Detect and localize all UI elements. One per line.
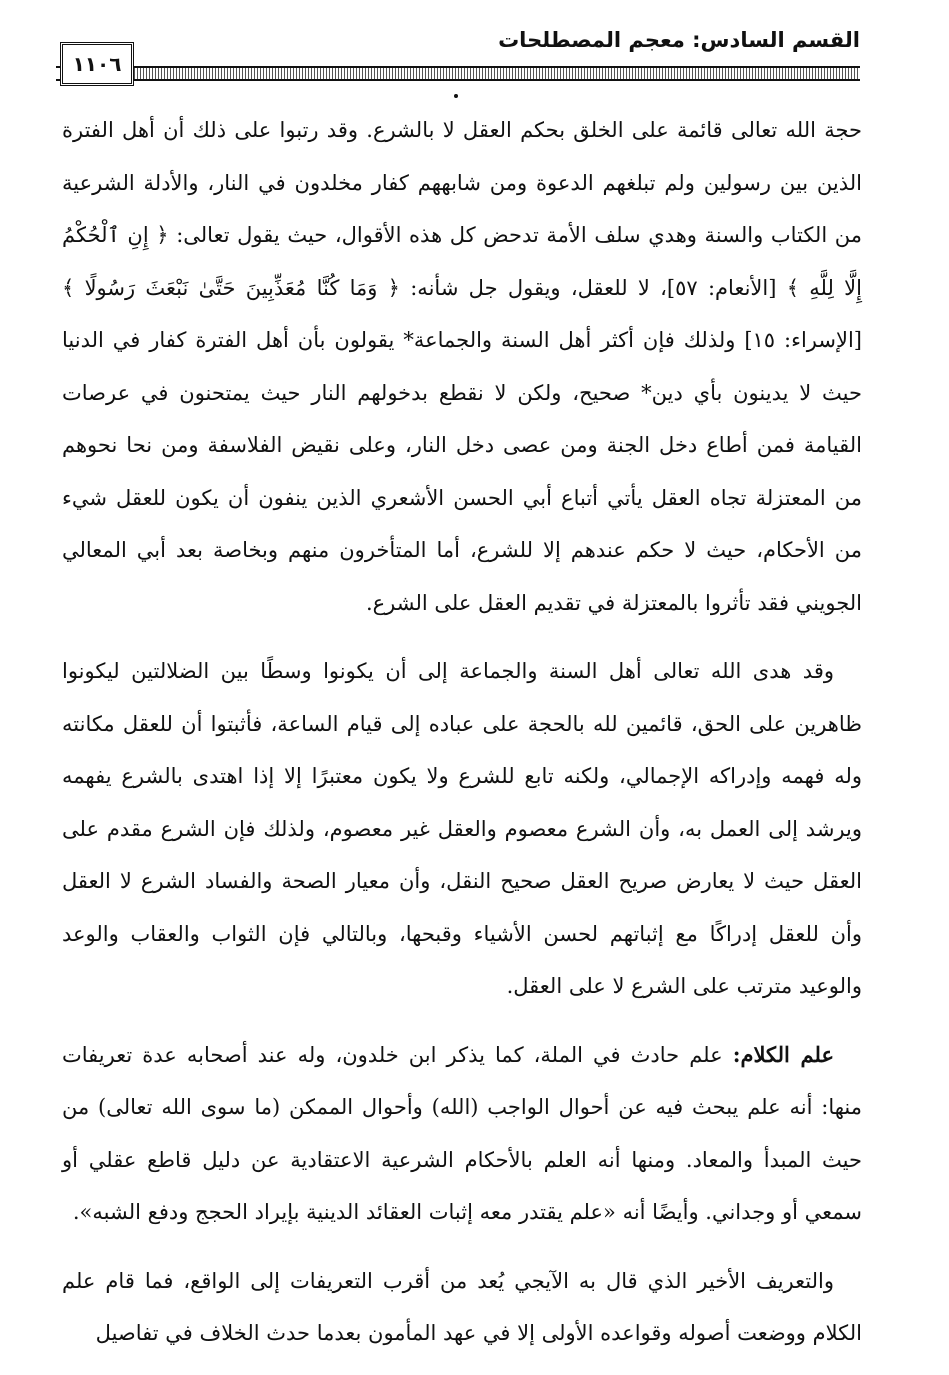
page-number: ١١٠٦ xyxy=(60,42,134,86)
page-body xyxy=(62,104,862,1360)
paragraph-last-definition: والتعريف الأخير الذي قال به الآيجي يُعد من أقرب التعريفات إلى الواقع، فما قام علم الكلام ووضعت أصوله وقواعده الأولى إلا في عهد المأمون بعدما حدث الخلاف في تفاصيل xyxy=(62,1268,862,1345)
paragraph-ahl-sunnah: وقد هدى الله تعالى أهل السنة والجماعة إلى أن يكونوا وسطًا بين الضلالتين ليكونوا ظاهرين على الحق، قائمين لله بالحجة على عباده إلى قيام الساعة، فأثبتوا أن للعقل مكانته وله فهمه وإدراكه الإجمالي، ولكنه تابع للشرع ولا يكون معتبرًا إلا إذا اهتدى بالشرع يفهمه ويرشد إلى العمل به، وأن الشرع معصوم والعقل غير معصوم، ولذلك فإن الشرع مقدم على العقل حيث لا يعارض صريح العقل صحيح النقل، وأن معيار الصحة والفساد الشرع لا العقل وأن للعقل إدراكًا مع إثباتهم لحسن الأشياء وقبحها، وبالتالي فإن الثواب والعقاب والوعد والوعيد مترتب على الشرع لا على العقل. xyxy=(62,659,862,998)
running-title: القسم السادس: معجم المصطلحات xyxy=(498,28,860,52)
paragraph-continuation: حجة الله تعالى قائمة على الخلق بحكم العقل لا بالشرع. وقد رتبوا على ذلك أن أهل الفترة الذين بين رسولين ولم تبلغهم الدعوة ومن شابههم كفار مخلدون في النار، والأدلة الشرعية من الكتاب والسنة وهدي سلف الأمة تدحض كل هذه الأقوال، حيث يقول تعالى: ﴿ إِنِ ٱلْحُكْمُ إِلَّا لِلَّهِ ﴾ [الأنعام: ٥٧]، لا للعقل، ويقول جل شأنه: ﴿ وَمَا كُنَّا مُعَذِّبِينَ حَتَّىٰ نَبْعَثَ رَسُولًا ﴾ [الإسراء: ١٥] ولذلك فإن أكثر أهل السنة والجماعة* يقولون بأن أهل الفترة كفار في الدنيا حيث لا يدينون بأي دين* صحيح، ولكن لا نقطع بدخولهم النار حيث يمتحنون في عرصات القيامة فمن أطاع دخل الجنة ومن عصى دخل النار، وعلى نقيض الفلاسفة ومن نحا نحوهم من المعتزلة تجاه العقل يأتي أتباع أبي الحسن الأشعري الذين ينفون أن يكون للعقل شيء من الأحكام، حيث لا حكم عندهم إلا للشرع، أما المتأخرون منهم وبخاصة بعد أبي المعالي الجويني فقد تأثروا بالمعتزلة في تقديم العقل على الشرع. xyxy=(62,118,862,615)
header-rule xyxy=(128,66,860,81)
entry-definition: علم حادث في الملة، كما يذكر ابن خلدون، وله عند أصحابه عدة تعريفات منها: أنه علم يبحث فيه عن أحوال الواجب (الله) وأحوال الممكن (ما سوى الله تعالى) من حيث المبدأ والمعاد. ومنها أنه العلم بالأحكام الشرعية الاعتقادية عن دليل قاطع عقلي أو سمعي أو وجداني. وأيضًا أنه «علم يقتدر معه إثبات العقائد الدينية بإيراد الحجج ودفع الشبه». xyxy=(62,1042,862,1224)
entry-term: علم الكلام: xyxy=(732,1041,834,1067)
page-header xyxy=(60,28,860,84)
paragraph-ilm-al-kalam xyxy=(62,1029,862,1239)
ink-dot xyxy=(454,94,458,98)
